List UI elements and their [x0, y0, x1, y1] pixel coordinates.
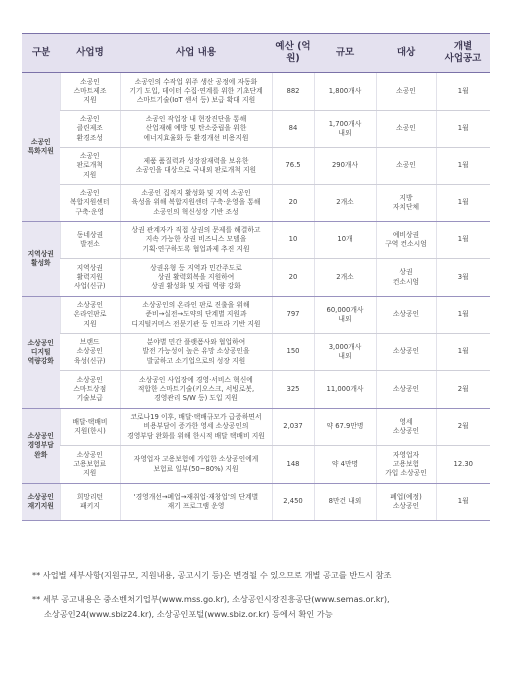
- notice-cell: 12.30: [436, 446, 490, 484]
- scale-cell: 약 4만명: [314, 446, 376, 484]
- table-row: [22, 371, 490, 409]
- note-detail-line2: 소상공인24(www.sbiz24.kr), 소상공인포털(www.sbiz.or.kr) 등에서 확인 가능: [44, 608, 333, 619]
- target-cell: 소상공인: [376, 297, 436, 334]
- table-row: [22, 446, 490, 484]
- content-cell: 소공인 작업장 내 현장진단을 통해 산업재해 예방 및 탄소중립을 위한 에너지효율화 등 환경개선 비용지원: [120, 111, 272, 148]
- header-budget-label: 예산: [275, 41, 294, 53]
- content-cell: 상권 관계자가 직접 상권의 문제를 해결하고 지속 가능한 상권 비즈니스 모델을 기획·연구하도록 협업과제 추진 지원: [120, 222, 272, 259]
- target-cell: 소공인: [376, 73, 436, 111]
- table-row: [22, 297, 490, 334]
- project-cell: 배달·택배비 지원(한시): [60, 409, 120, 446]
- notice-cell: 1월: [436, 73, 490, 111]
- group-label: 소상공인 재기지원: [22, 484, 60, 521]
- budget-cell: 325: [272, 371, 314, 409]
- table-row: [22, 111, 490, 148]
- scale-cell: 1,700개사 내외: [314, 111, 376, 148]
- table-row: [22, 185, 490, 222]
- notice-cell: 1월: [436, 297, 490, 334]
- project-cell: 브랜드 소상공인 육성(신규): [60, 334, 120, 371]
- target-cell: 예비상권 구역 컨소시엄: [376, 222, 436, 259]
- budget-cell: 2,450: [272, 484, 314, 521]
- notice-cell: 3월: [436, 259, 490, 297]
- header-notice: 개별 사업공고: [436, 34, 490, 73]
- budget-cell: 148: [272, 446, 314, 484]
- target-cell: 소공인: [376, 148, 436, 185]
- scale-cell: 2개소: [314, 259, 376, 297]
- table-row: [22, 409, 490, 446]
- target-cell: 폐업(예정) 소상공인: [376, 484, 436, 521]
- notice-cell: 2월: [436, 409, 490, 446]
- scale-cell: 약 67.9만명: [314, 409, 376, 446]
- note-detail-line1: ** 세부 공고내용은 중소벤처기업부(www.mss.go.kr), 소상공인시장진흥공단(www.semas.or.kr),: [32, 594, 390, 605]
- table-row: [22, 73, 490, 111]
- notice-cell: 2월: [436, 371, 490, 409]
- content-cell: 소공인 집적지 활성화 및 지역 소공인 육성을 위해 복합지원센터 구축·운영을 통해 소공인의 혁신성장 기반 조성: [120, 185, 272, 222]
- header-target: 대상: [376, 34, 436, 73]
- table-row: [22, 148, 490, 185]
- target-cell: 소공인: [376, 111, 436, 148]
- target-cell: 소상공인: [376, 334, 436, 371]
- project-cell: 소공인 스마트제조 지원: [60, 73, 120, 111]
- header-budget-unit: (억원): [286, 41, 311, 64]
- content-cell: 소공인의 수작업 위주 생산 공정에 자동화 기기 도입, 데이터 수집·연계를 위한 기초단계 스마트기술(IoT 센서 등) 보급 확대 지원: [120, 73, 272, 111]
- notice-cell: 1월: [436, 334, 490, 371]
- header-budget: [272, 34, 314, 73]
- budget-cell: 2,037: [272, 409, 314, 446]
- header-scale: 규모: [314, 34, 376, 73]
- table-body: [22, 73, 490, 521]
- project-cell: 동네상권 발전소: [60, 222, 120, 259]
- notes: [32, 568, 482, 621]
- table-row: [22, 222, 490, 259]
- group-label: 지역상권 활성화: [22, 222, 60, 297]
- content-cell: 코로나19 이후, 배달·택배규모가 급증하면서 비용부담이 증가한 영세 소상공인의 경영부담 완화를 위해 한시적 배달 택배비 지원: [120, 409, 272, 446]
- header-project: 사업명: [60, 34, 120, 73]
- table-header-row: [22, 34, 490, 73]
- budget-cell: 797: [272, 297, 314, 334]
- table-row: [22, 334, 490, 371]
- content-cell: '경영개선→폐업→재취업·재창업'의 단계별 재기 프로그램 운영: [120, 484, 272, 521]
- project-cell: 소공인 판로개척 지원: [60, 148, 120, 185]
- group-label: 소상공인 경영부담 완화: [22, 409, 60, 484]
- content-cell: 소상공인 사업장에 경영·서비스 혁신에 적합한 스마트기술(키오스크, 서빙로봇, 경영관리 S/W 등) 도입 지원: [120, 371, 272, 409]
- content-cell: 제품 품질력과 성장잠재력을 보유한 소공인을 대상으로 국내외 판로개척 지원: [120, 148, 272, 185]
- budget-cell: 20: [272, 259, 314, 297]
- budget-cell: 150: [272, 334, 314, 371]
- budget-cell: 10: [272, 222, 314, 259]
- notice-cell: 1월: [436, 148, 490, 185]
- notice-cell: 1월: [436, 484, 490, 521]
- target-cell: 영세 소상공인: [376, 409, 436, 446]
- project-cell: 소상공인 온라인판로 지원: [60, 297, 120, 334]
- content-cell: 자영업자 고용보험에 가입한 소상공인에게 보험료 일부(50~80%) 지원: [120, 446, 272, 484]
- project-cell: 지역상권 활력지원 사업(신규): [60, 259, 120, 297]
- notice-cell: 1월: [436, 222, 490, 259]
- scale-cell: 3,000개사 내외: [314, 334, 376, 371]
- header-category: 구분: [22, 34, 60, 73]
- scale-cell: 2개소: [314, 185, 376, 222]
- business-table: [22, 33, 490, 521]
- notice-cell: 1월: [436, 185, 490, 222]
- scale-cell: 1,800개사: [314, 73, 376, 111]
- project-cell: 희망리턴 패키지: [60, 484, 120, 521]
- project-cell: 소공인 복합지원센터 구축·운영: [60, 185, 120, 222]
- target-cell: 자영업자 고용보험 가입 소상공인: [376, 446, 436, 484]
- target-cell: 상권 컨소시엄: [376, 259, 436, 297]
- project-cell: 소공인 클린제조 환경조성: [60, 111, 120, 148]
- table-row: [22, 484, 490, 521]
- budget-cell: 20: [272, 185, 314, 222]
- header-content: 사업 내용: [120, 34, 272, 73]
- scale-cell: 290개사: [314, 148, 376, 185]
- group-label: 소상공인 디지털 역량강화: [22, 297, 60, 409]
- budget-cell: 84: [272, 111, 314, 148]
- table-row: [22, 259, 490, 297]
- scale-cell: 10개: [314, 222, 376, 259]
- content-cell: 소상공인의 온라인 판로 진출을 위해 준비→실전→도약의 단계별 지원과 디지털커머스 전문기관 등 인프라 기반 지원: [120, 297, 272, 334]
- group-label: 소공인 특화지원: [22, 73, 60, 222]
- budget-cell: 882: [272, 73, 314, 111]
- project-cell: 소상공인 고용보험료 지원: [60, 446, 120, 484]
- project-cell: 소상공인 스마트상점 기술보급: [60, 371, 120, 409]
- notice-cell: 1월: [436, 111, 490, 148]
- note-change: ** 사업별 세부사항(지원규모, 지원내용, 공고시기 등)은 변경될 수 있으므로 개별 공고를 반드시 참조: [32, 570, 392, 580]
- budget-cell: 76.5: [272, 148, 314, 185]
- scale-cell: 60,000개사 내외: [314, 297, 376, 334]
- scale-cell: 11,000개사: [314, 371, 376, 409]
- target-cell: 소상공인: [376, 371, 436, 409]
- scale-cell: 8만건 내외: [314, 484, 376, 521]
- target-cell: 지방 자치단체: [376, 185, 436, 222]
- content-cell: 상권유형 등 지역과 민간주도로 상권 활력회복을 지원하여 상권 활성화 및 자립 역량 강화: [120, 259, 272, 297]
- content-cell: 분야별 민간 플랫폼사와 협업하여 발전 가능성이 높은 유망 소상공인을 발굴하고 소기업으로의 성장 지원: [120, 334, 272, 371]
